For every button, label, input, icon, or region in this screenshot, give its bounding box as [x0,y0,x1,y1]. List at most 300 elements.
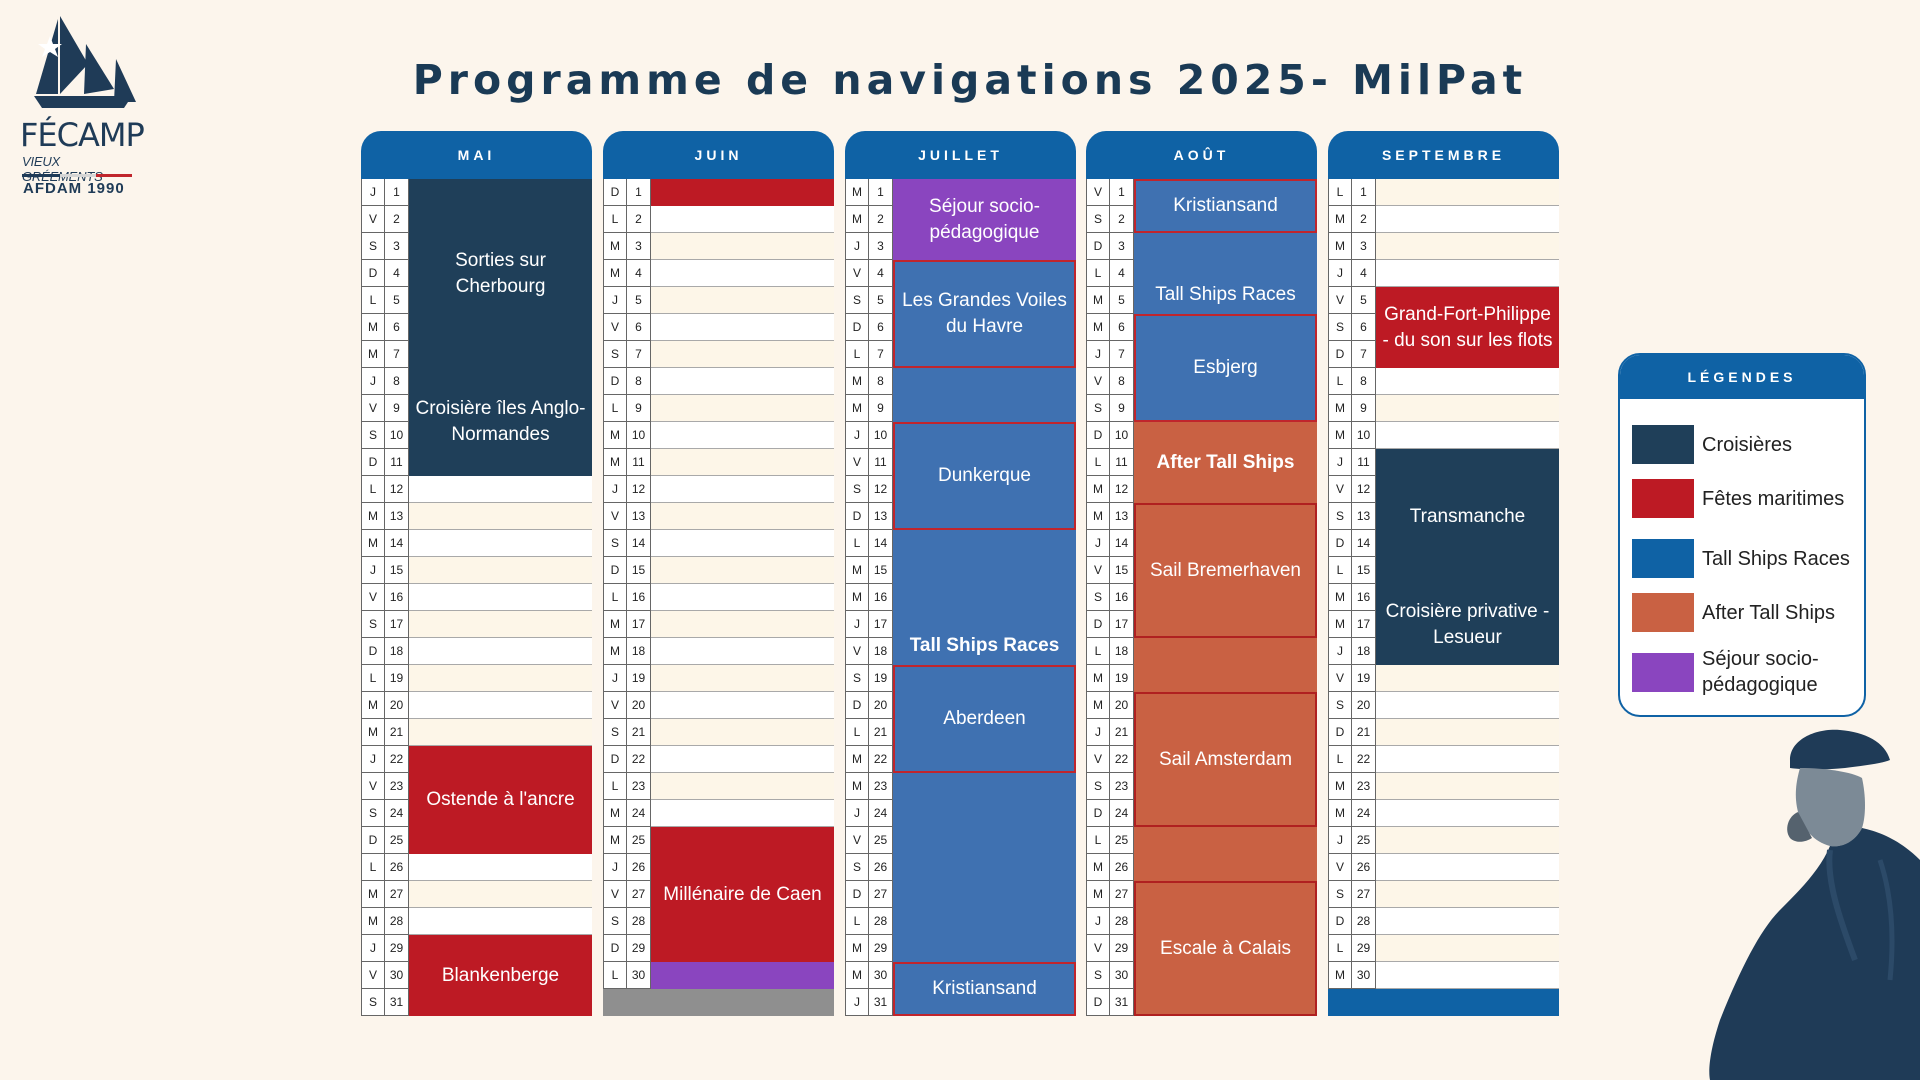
day-letter: J [1086,530,1110,557]
day-number: 28 [385,908,409,935]
day-letter: M [1328,800,1352,827]
day-number: 1 [1110,179,1134,206]
day-number: 12 [869,476,893,503]
day-row [1328,206,1559,233]
day-number: 6 [1352,314,1376,341]
event-label: Esbjerg [1193,357,1258,379]
event-label: Millénaire de Caen [663,883,822,905]
day-number: 30 [385,962,409,989]
day-letter: M [1328,773,1352,800]
day-row [603,449,834,476]
day-row [603,557,834,584]
day-row [1328,719,1559,746]
day-letter: V [845,260,869,287]
day-letter: V [1328,287,1352,314]
legend-title: LÉGENDES [1620,355,1864,399]
calendar-event [651,962,834,989]
day-number: 16 [1110,584,1134,611]
day-row [603,260,834,287]
day-number: 17 [1352,611,1376,638]
day-row [361,530,592,557]
day-row [1328,179,1559,206]
day-row [361,557,592,584]
day-letter: V [361,773,385,800]
day-number: 23 [385,773,409,800]
day-number: 22 [385,746,409,773]
day-letter: S [361,800,385,827]
day-number: 15 [1110,557,1134,584]
legend-item [1632,425,1792,464]
day-number: 19 [1110,665,1134,692]
day-letter: L [1086,260,1110,287]
day-number: 6 [869,314,893,341]
event-label: Escale à Calais [1160,937,1291,959]
calendar-event [893,179,1076,260]
day-letter: S [845,665,869,692]
day-letter: M [1328,233,1352,260]
day-number: 13 [1110,503,1134,530]
calendar-event [1134,503,1317,638]
day-number: 4 [1352,260,1376,287]
event-label: After Tall Ships [1156,451,1295,473]
day-letter: V [361,206,385,233]
day-number: 20 [1352,692,1376,719]
day-number: 17 [385,611,409,638]
day-number: 10 [1110,422,1134,449]
day-letter: D [361,260,385,287]
day-letter: D [361,449,385,476]
day-number: 19 [385,665,409,692]
calendar-event [893,962,1076,1016]
day-row [603,746,834,773]
day-number: 19 [627,665,651,692]
sailboat-icon [28,14,138,114]
day-number: 10 [869,422,893,449]
day-number: 18 [1352,638,1376,665]
day-letter: J [603,476,627,503]
day-number: 3 [869,233,893,260]
month-footer [1328,989,1559,1016]
day-letter: V [603,692,627,719]
day-number: 12 [385,476,409,503]
day-number: 11 [1110,449,1134,476]
day-letter: M [361,314,385,341]
day-number: 20 [627,692,651,719]
day-number: 1 [1352,179,1376,206]
day-number: 21 [869,719,893,746]
day-letter: V [845,449,869,476]
calendar-event [1376,584,1559,665]
day-number: 2 [869,206,893,233]
day-row [603,530,834,557]
day-letter: V [845,827,869,854]
day-number: 24 [385,800,409,827]
month-header: AOÛT [1086,131,1317,179]
calendar-event [1134,638,1317,692]
day-letter: J [603,287,627,314]
month-header: JUILLET [845,131,1076,179]
day-letter: M [845,584,869,611]
day-row [603,233,834,260]
calendar-event [893,773,1076,962]
event-label: Sorties sur Cherbourg [455,249,546,297]
event-label: Séjour socio-pédagogique [929,195,1040,243]
day-letter: V [1086,179,1110,206]
calendar-event [409,746,592,854]
day-row [1328,935,1559,962]
day-row [603,476,834,503]
day-letter: M [361,908,385,935]
calendar-event [1134,422,1317,503]
day-number: 10 [627,422,651,449]
calendar-event [409,179,592,368]
day-number: 22 [627,746,651,773]
day-number: 19 [869,665,893,692]
calendar-event [893,665,1076,773]
calendar-event [1134,314,1317,422]
day-letter: M [845,179,869,206]
day-number: 12 [1352,476,1376,503]
day-row [603,287,834,314]
day-number: 29 [869,935,893,962]
day-letter: D [361,827,385,854]
day-letter: M [845,962,869,989]
day-number: 30 [627,962,651,989]
day-number: 27 [627,881,651,908]
day-number: 13 [627,503,651,530]
day-number: 22 [1352,746,1376,773]
day-number: 9 [869,395,893,422]
day-number: 4 [1110,260,1134,287]
day-letter: M [361,719,385,746]
day-letter: S [361,233,385,260]
day-number: 4 [385,260,409,287]
day-row [603,773,834,800]
day-letter: L [603,395,627,422]
day-row [1328,827,1559,854]
day-letter: L [361,854,385,881]
day-number: 27 [1352,881,1376,908]
calendar-event [1134,179,1317,233]
day-number: 11 [627,449,651,476]
day-number: 6 [1110,314,1134,341]
day-number: 3 [385,233,409,260]
logo-subtitle: VIEUX [22,154,61,169]
day-letter: J [845,611,869,638]
day-letter: M [845,206,869,233]
day-letter: V [361,584,385,611]
day-letter: M [1086,854,1110,881]
day-letter: D [603,368,627,395]
day-letter: M [361,530,385,557]
day-letter: S [845,476,869,503]
day-number: 7 [869,341,893,368]
calendar-event [409,368,592,476]
day-number: 8 [869,368,893,395]
legend-label: Tall Ships Races [1702,547,1850,570]
day-number: 29 [1110,935,1134,962]
day-number: 29 [627,935,651,962]
day-letter: S [1086,395,1110,422]
day-row [603,692,834,719]
day-letter: M [603,422,627,449]
day-letter: M [1328,611,1352,638]
day-letter: V [1328,476,1352,503]
day-number: 14 [627,530,651,557]
day-number: 8 [627,368,651,395]
day-letter: L [361,476,385,503]
event-label: Aberdeen [943,708,1026,730]
month-3 [1086,131,1317,1009]
day-number: 30 [1352,962,1376,989]
day-number: 7 [385,341,409,368]
day-number: 4 [869,260,893,287]
day-letter: J [845,800,869,827]
day-number: 30 [869,962,893,989]
day-row [1328,746,1559,773]
day-number: 18 [385,638,409,665]
day-number: 8 [1352,368,1376,395]
month-1 [603,131,834,982]
day-number: 18 [627,638,651,665]
day-number: 4 [627,260,651,287]
day-number: 9 [627,395,651,422]
calendar-event [1134,692,1317,827]
day-letter: M [1086,881,1110,908]
day-row [603,611,834,638]
day-letter: S [1328,881,1352,908]
day-row [1328,854,1559,881]
day-letter: J [1328,827,1352,854]
day-letter: V [603,881,627,908]
day-number: 29 [1352,935,1376,962]
day-number: 11 [1352,449,1376,476]
day-letter: V [845,638,869,665]
event-label: Blankenberge [441,964,560,986]
day-number: 9 [385,395,409,422]
day-number: 13 [1352,503,1376,530]
legend-item [1632,539,1850,578]
day-letter: M [845,395,869,422]
day-number: 11 [385,449,409,476]
day-letter: V [1328,854,1352,881]
day-row [361,584,592,611]
day-number: 26 [385,854,409,881]
logo [20,14,144,197]
day-number: 15 [385,557,409,584]
day-number: 5 [627,287,651,314]
day-number: 12 [1110,476,1134,503]
day-number: 5 [385,287,409,314]
day-letter: M [1086,314,1110,341]
day-letter: J [1328,638,1352,665]
day-number: 2 [385,206,409,233]
day-letter: S [361,611,385,638]
day-letter: M [1086,692,1110,719]
day-number: 17 [627,611,651,638]
day-number: 1 [869,179,893,206]
day-number: 11 [869,449,893,476]
day-letter: J [603,854,627,881]
day-number: 3 [1352,233,1376,260]
day-letter: S [603,341,627,368]
day-number: 8 [1110,368,1134,395]
day-letter: J [1086,719,1110,746]
day-number: 22 [869,746,893,773]
day-letter: M [1086,476,1110,503]
day-letter: D [1328,530,1352,557]
day-letter: M [603,638,627,665]
month-header: SEPTEMBRE [1328,131,1559,179]
day-letter: S [1086,206,1110,233]
day-letter: V [361,395,385,422]
event-label: Kristiansand [932,978,1037,1000]
day-number: 15 [627,557,651,584]
day-number: 14 [1352,530,1376,557]
day-row [1328,962,1559,989]
day-letter: M [1086,665,1110,692]
month-2 [845,131,1076,1009]
day-number: 2 [1352,206,1376,233]
calendar-event [1134,881,1317,1016]
day-letter: M [603,233,627,260]
day-number: 15 [869,557,893,584]
day-letter: D [1086,800,1110,827]
day-letter: V [603,314,627,341]
day-number: 5 [869,287,893,314]
calendar-event [1134,233,1317,314]
day-letter: L [845,530,869,557]
day-letter: D [1086,989,1110,1016]
day-row [1328,908,1559,935]
day-row [1328,773,1559,800]
event-label: Transmanche [1409,505,1526,527]
calendar-event [893,368,1076,422]
day-letter: M [603,260,627,287]
day-letter: J [1086,341,1110,368]
day-number: 26 [1352,854,1376,881]
day-number: 24 [869,800,893,827]
day-letter: S [1328,503,1352,530]
day-letter: D [1086,611,1110,638]
day-letter: M [603,449,627,476]
legend-item [1632,479,1844,518]
day-letter: S [603,908,627,935]
day-letter: L [1328,179,1352,206]
day-number: 23 [869,773,893,800]
day-letter: L [1086,638,1110,665]
day-number: 25 [1110,827,1134,854]
day-letter: S [603,719,627,746]
day-row [1328,368,1559,395]
day-row [603,206,834,233]
day-number: 24 [1110,800,1134,827]
day-letter: J [845,422,869,449]
day-letter: M [603,800,627,827]
day-number: 13 [869,503,893,530]
day-letter: V [1086,746,1110,773]
day-row [603,719,834,746]
event-label: Sail Amsterdam [1158,748,1293,770]
month-4 [1328,131,1559,982]
day-number: 2 [627,206,651,233]
day-letter: D [361,638,385,665]
day-number: 27 [385,881,409,908]
day-letter: S [1086,584,1110,611]
day-letter: S [361,989,385,1016]
day-row [603,638,834,665]
day-number: 23 [627,773,651,800]
day-letter: J [361,368,385,395]
day-row [361,719,592,746]
day-letter: L [1086,449,1110,476]
day-number: 24 [627,800,651,827]
day-number: 17 [869,611,893,638]
day-letter: L [1328,557,1352,584]
day-number: 2 [1110,206,1134,233]
day-letter: S [603,530,627,557]
calendar-event [893,530,1076,665]
day-letter: D [1328,341,1352,368]
day-row [603,584,834,611]
day-letter: V [1086,935,1110,962]
day-row [1328,422,1559,449]
day-letter: V [603,503,627,530]
day-letter: J [361,746,385,773]
legend-swatch [1632,539,1694,578]
day-letter: J [603,665,627,692]
day-letter: D [1328,719,1352,746]
day-letter: L [1086,827,1110,854]
day-number: 31 [1110,989,1134,1016]
day-letter: M [361,881,385,908]
day-number: 14 [869,530,893,557]
day-row [603,314,834,341]
day-letter: L [361,287,385,314]
day-number: 13 [385,503,409,530]
day-row [361,665,592,692]
event-label: Dunkerque [938,465,1031,487]
day-number: 25 [869,827,893,854]
event-label: Grand-Fort-Philippe - du son sur les flots [1382,303,1553,351]
day-number: 15 [1352,557,1376,584]
day-letter: M [845,746,869,773]
day-number: 9 [1110,395,1134,422]
day-letter: M [845,557,869,584]
day-number: 1 [627,179,651,206]
day-letter: S [1086,962,1110,989]
day-number: 25 [627,827,651,854]
day-number: 5 [1110,287,1134,314]
day-number: 31 [869,989,893,1016]
day-number: 27 [869,881,893,908]
day-letter: M [603,611,627,638]
day-letter: V [1086,368,1110,395]
day-letter: M [1328,206,1352,233]
day-row [1328,800,1559,827]
day-number: 8 [385,368,409,395]
day-number: 31 [385,989,409,1016]
day-letter: L [1328,746,1352,773]
legend-label: Séjour socio-pédagogique [1702,648,1819,696]
day-letter: M [603,827,627,854]
day-number: 3 [627,233,651,260]
day-row [1328,233,1559,260]
day-letter: D [845,881,869,908]
day-letter: D [845,692,869,719]
day-row [361,638,592,665]
legend-item [1632,646,1842,698]
